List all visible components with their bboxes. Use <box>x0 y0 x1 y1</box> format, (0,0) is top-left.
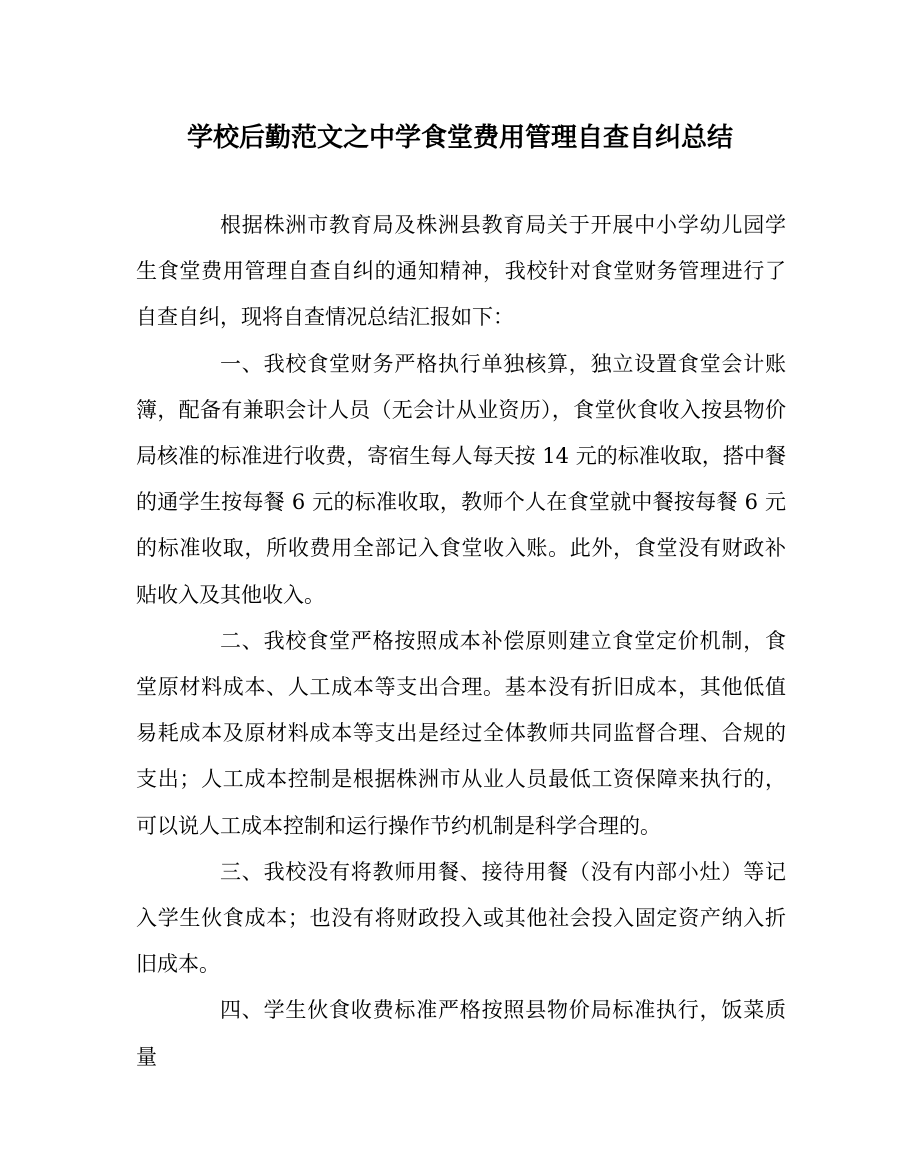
paragraph-section-2: 二、我校食堂严格按照成本补偿原则建立食堂定价机制，食堂原材料成本、人工成本等支出合理。基本没有折旧成本，其他低值易耗成本及原材料成本等支出是经过全体教师共同监督合理、合规的支出；人工成本控制是根据株洲市从业人员最低工资保障来执行的，可以说人工成本控制和运行操作节约机制是科学合理的。 <box>136 628 786 838</box>
paragraph-section-1: 一、我校食堂财务严格执行单独核算，独立设置食堂会计账簿，配备有兼职会计人员（无会计从业资历），食堂伙食收入按县物价局核准的标准进行收费，寄宿生每人每天按 14 元的标准收取，搭中餐的通学生按每餐 6 元的标准收取，教师个人在食堂就中餐按每餐 6 元的标准收取，所收费用全部记入食堂收入账。此外，食堂没有财政补贴收入及其他收入。 <box>136 351 786 607</box>
document-title: 学校后勤范文之中学食堂费用管理自查自纠总结 <box>186 123 733 153</box>
paragraph-section-3: 三、我校没有将教师用餐、接待用餐（没有内部小灶）等记入学生伙食成本；也没有将财政投入或其他社会投入固定资产纳入折旧成本。 <box>136 859 786 977</box>
paragraph-intro: 根据株洲市教育局及株洲县教育局关于开展中小学幼儿园学生食堂费用管理自查自纠的通知精神，我校针对食堂财务管理进行了自查自纠，现将自查情况总结汇报如下： <box>136 213 786 330</box>
document-body <box>136 202 786 1080</box>
paragraph-section-4: 四、学生伙食收费标准严格按照县物价局标准执行，饭菜质量 <box>136 998 786 1069</box>
